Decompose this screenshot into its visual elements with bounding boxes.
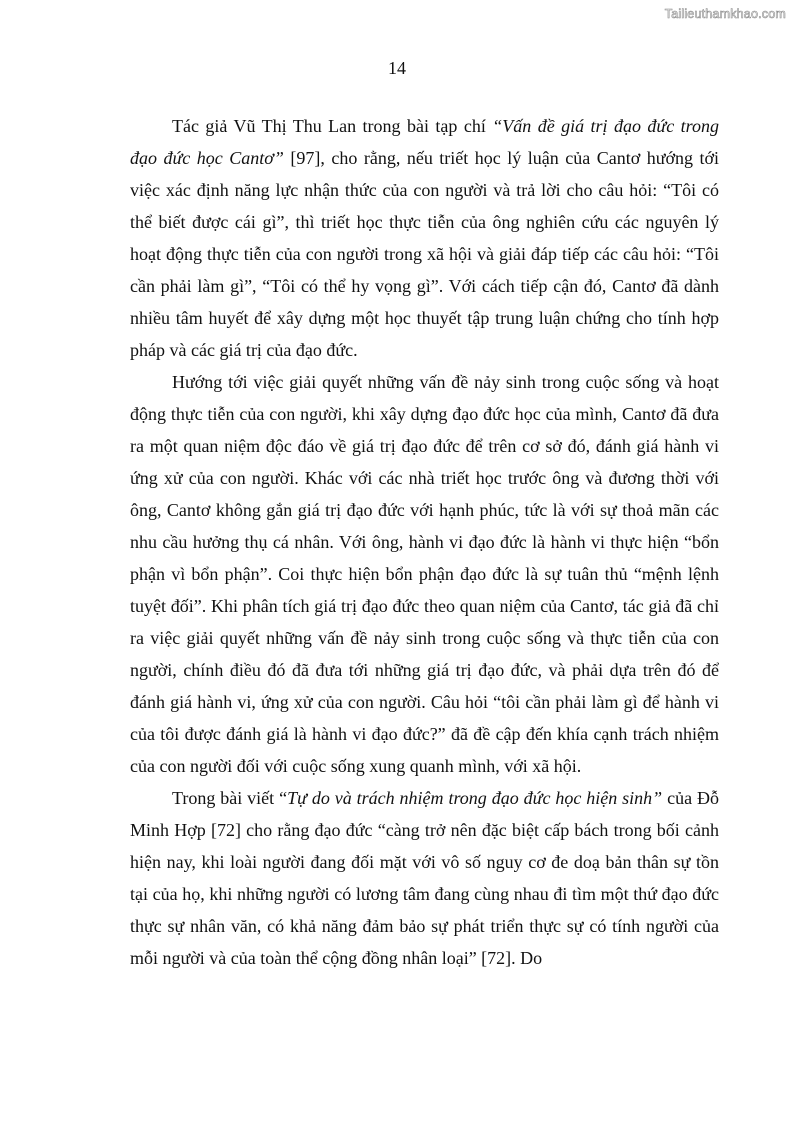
paragraph-1-text: Tác giả Vũ Thị Thu Lan trong bài tạp chí xyxy=(172,116,493,136)
paragraph-3-text-cont: của Đỗ Minh Hợp [72] cho rằng đạo đức “càng trở nên đặc biệt cấp bách trong bối cảnh hiện nay, khi loài người đang đối mặt với vô số nguy cơ đe doạ bản thân sự tồn tại của họ, khi những người có lương tâm đang cùng nhau đi tìm một thứ đạo đức thực sự nhân văn, có khả năng đảm bảo sự phát triển thực sự có tính người của mỗi người và của toàn thể cộng đồng nhân loại” [72]. Do xyxy=(130,788,719,968)
document-body xyxy=(130,110,719,974)
paragraph-1 xyxy=(130,110,719,366)
paragraph-3-text: Trong bài viết “ xyxy=(172,788,288,808)
paragraph-1-text-cont: [97], cho rằng, nếu triết học lý luận của Cantơ hướng tới việc xác định năng lực nhận thức của con người và trả lời cho câu hỏi: “Tôi có thể biết được cái gì”, thì triết học thực tiễn của ông nghiên cứu các nguyên lý hoạt động thực tiễn của con người trong xã hội và giải đáp tiếp các câu hỏi: “Tôi cần phải làm gì”, “Tôi có thể hy vọng gì”. Với cách tiếp cận đó, Cantơ đã dành nhiều tâm huyết để xây dựng một học thuyết tập trung luận chứng cho tính hợp pháp và các giá trị của đạo đức. xyxy=(130,148,719,360)
watermark-text: Tailieuthamkhao.com xyxy=(664,7,786,21)
paragraph-2 xyxy=(130,366,719,782)
article-title-1: “Vấn đề giá trị đạo đức trong đạo đức học Cantơ” xyxy=(130,116,719,168)
article-title-2: Tự do và trách nhiệm trong đạo đức học hiện sinh” xyxy=(287,788,663,808)
paragraph-3 xyxy=(130,782,719,974)
page-number: 14 xyxy=(388,58,406,78)
paragraph-2-text: Hướng tới việc giải quyết những vấn đề nảy sinh trong cuộc sống và hoạt động thực tiễn của con người, khi xây dựng đạo đức học của mình, Cantơ đã đưa ra một quan niệm độc đáo về giá trị đạo đức để trên cơ sở đó, đánh giá hành vi ứng xử của con người. Khác với các nhà triết học trước ông và đương thời với ông, Cantơ không gắn giá trị đạo đức với hạnh phúc, tức là với sự thoả mãn các nhu cầu hưởng thụ cá nhân. Với ông, hành vi đạo đức là hành vi thực hiện “bổn phận vì bổn phận”. Coi thực hiện bổn phận đạo đức là sự tuân thủ “mệnh lệnh tuyệt đối”. Khi phân tích giá trị đạo đức theo quan niệm của Cantơ, tác giả đã chỉ ra việc giải quyết những vấn đề nảy sinh trong cuộc sống và thực tiễn của con người, chính điều đó đã đưa tới những giá trị đạo đức, và phải dựa trên đó để đánh giá hành vi, ứng xử của con người. Câu hỏi “tôi cần phải làm gì để hành vi của tôi được đánh giá là hành vi đạo đức?” đã đề cập đến khía cạnh trách nhiệm của con người đối với cuộc sống xung quanh mình, với xã hội. xyxy=(130,372,719,776)
